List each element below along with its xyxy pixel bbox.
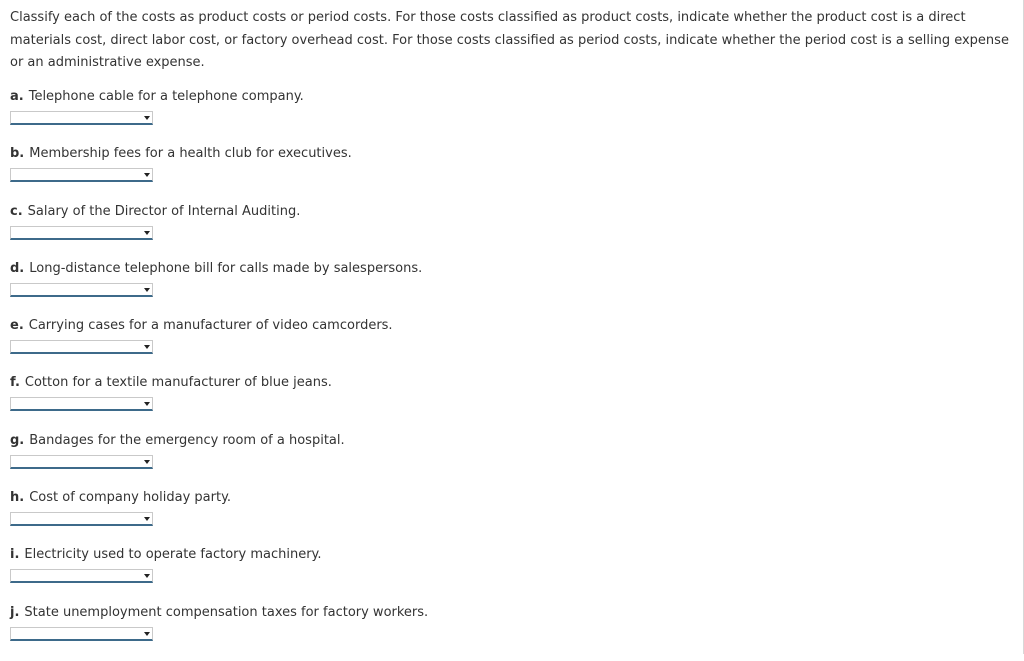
question-text	[10, 145, 352, 163]
question-letter: c.	[10, 203, 23, 219]
question-letter: j.	[10, 604, 20, 620]
chevron-down-icon	[144, 116, 150, 120]
question-label: Long-distance telephone bill for calls made by salespersons.	[29, 260, 423, 276]
question-text	[10, 88, 304, 106]
question-text	[10, 374, 332, 392]
classification-dropdown-c[interactable]	[10, 226, 153, 240]
question-text	[10, 546, 322, 564]
classification-dropdown-g[interactable]	[10, 455, 153, 469]
chevron-down-icon	[144, 402, 150, 406]
chevron-down-icon	[144, 517, 150, 521]
question-text	[10, 260, 422, 278]
question-label: State unemployment compensation taxes for factory workers.	[24, 604, 429, 620]
question-text	[10, 432, 345, 450]
question-text	[10, 203, 300, 221]
question-letter: a.	[10, 89, 24, 104]
chevron-down-icon	[144, 231, 150, 235]
question-label: Salary of the Director of Internal Auditing.	[27, 203, 301, 219]
question-letter: f.	[10, 375, 20, 391]
chevron-down-icon	[144, 173, 150, 177]
classification-dropdown-j[interactable]	[10, 627, 153, 641]
question-item-c	[10, 203, 1010, 260]
classification-dropdown-e[interactable]	[10, 340, 153, 354]
classification-dropdown-f[interactable]	[10, 397, 153, 411]
question-item-a	[10, 88, 1010, 145]
question-item-g	[10, 432, 1010, 489]
question-label: Electricity used to operate factory machinery.	[24, 547, 322, 563]
question-item-f	[10, 374, 1010, 431]
question-item-j	[10, 604, 1010, 661]
classification-dropdown-h[interactable]	[10, 512, 153, 526]
chevron-down-icon	[144, 288, 150, 292]
question-letter: d.	[10, 260, 25, 276]
question-item-e	[10, 317, 1010, 374]
question-letter: e.	[10, 318, 24, 334]
question-letter: h.	[10, 490, 25, 506]
classification-dropdown-i[interactable]	[10, 569, 153, 583]
chevron-down-icon	[144, 345, 150, 349]
chevron-down-icon	[144, 574, 150, 578]
instructions-text: Classify each of the costs as product costs or period costs. For those costs classified as product costs, indicate whether the product cost is a direct materials cost, direct labor cost, or factory overhead cost. For those costs classified as period costs, indicate whether the period cost is a selling expense or an administrative expense.	[10, 10, 1009, 70]
question-item-b	[10, 145, 1010, 202]
question-letter: b.	[10, 146, 25, 162]
question-label: Membership fees for a health club for executives.	[29, 146, 352, 162]
question-text	[10, 604, 428, 622]
question-label: Cotton for a textile manufacturer of blue jeans.	[24, 375, 332, 391]
question-item-d	[10, 260, 1010, 317]
question-letter: g.	[10, 432, 25, 448]
question-item-h	[10, 489, 1010, 546]
question-label: Carrying cases for a manufacturer of video camcorders.	[28, 318, 393, 334]
classification-dropdown-b[interactable]	[10, 168, 153, 182]
question-text	[10, 317, 393, 335]
classification-dropdown-a[interactable]	[10, 111, 153, 125]
question-list	[10, 88, 1010, 661]
question-label: Bandages for the emergency room of a hospital.	[29, 432, 345, 448]
question-letter: i.	[10, 547, 20, 563]
question-item-i	[10, 546, 1010, 603]
question-label: Telephone cable for a telephone company.	[28, 89, 304, 104]
chevron-down-icon	[144, 460, 150, 464]
chevron-down-icon	[144, 632, 150, 636]
question-text	[10, 489, 231, 507]
question-label: Cost of company holiday party.	[29, 490, 232, 506]
classification-dropdown-d[interactable]	[10, 283, 153, 297]
